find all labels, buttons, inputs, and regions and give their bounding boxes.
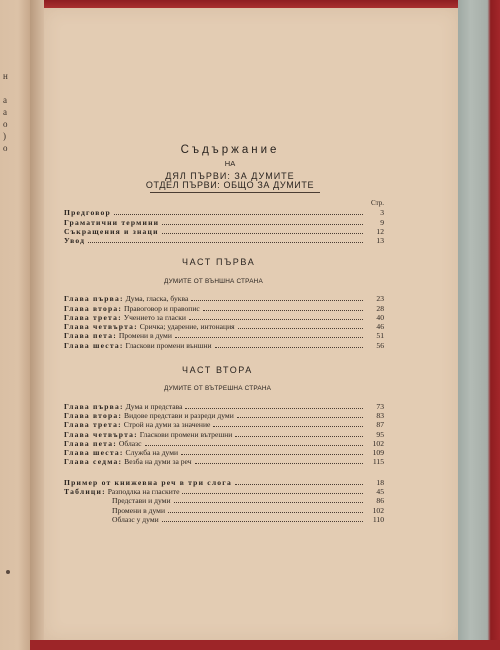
dot-leader bbox=[235, 430, 363, 437]
chapter-entry bbox=[64, 322, 384, 331]
chapter-title: Правоговор и правопис bbox=[124, 303, 200, 313]
chapter-entry bbox=[64, 402, 384, 411]
entry-page: 3 bbox=[380, 208, 384, 218]
chapter-prefix: Глава шеста: bbox=[64, 340, 124, 350]
book-gutter bbox=[30, 0, 44, 650]
dot-leader bbox=[182, 487, 363, 494]
table-page: 110 bbox=[372, 514, 384, 524]
dot-leader bbox=[174, 496, 363, 503]
dot-leader bbox=[213, 420, 363, 427]
cover-bottom-edge bbox=[30, 640, 500, 650]
chapter-prefix: Глава седма: bbox=[64, 457, 123, 467]
entry-page: 13 bbox=[376, 236, 384, 246]
chapter-title: Видове представи и разреди думи bbox=[124, 410, 234, 420]
appendix-entry bbox=[64, 506, 384, 515]
chapter-page: 46 bbox=[376, 322, 384, 332]
dot-leader bbox=[114, 208, 363, 215]
dot-leader bbox=[189, 313, 363, 320]
left-mark: ) bbox=[3, 131, 6, 141]
table-page: 86 bbox=[376, 496, 384, 506]
dot-leader bbox=[238, 322, 363, 329]
chapter-prefix: Глава първа: bbox=[64, 294, 124, 304]
left-mark bbox=[3, 82, 8, 94]
chapter-page: 56 bbox=[376, 340, 384, 350]
chapter-title: Гласкови промени външни bbox=[125, 340, 212, 350]
left-mark: о bbox=[3, 143, 8, 153]
chapter-entry bbox=[64, 420, 384, 429]
table-of-contents bbox=[64, 146, 384, 524]
table-label: Облазс у думи bbox=[112, 514, 159, 524]
table-page: 102 bbox=[372, 505, 384, 515]
chapter-page: 115 bbox=[372, 457, 384, 467]
appendix-entry bbox=[64, 496, 384, 505]
dot-leader bbox=[191, 294, 363, 301]
entry-page: 9 bbox=[380, 217, 384, 227]
chapter-title: Везба на думи за реч bbox=[124, 457, 192, 467]
dot-leader bbox=[162, 218, 363, 225]
chapter-page: 40 bbox=[376, 312, 384, 322]
entry-label: Съкращения и знаци bbox=[64, 227, 159, 237]
chapter-entry bbox=[64, 304, 384, 313]
dot-leader bbox=[162, 227, 363, 234]
book-cover-board bbox=[458, 0, 500, 650]
entry-label: Граматични термини bbox=[64, 217, 160, 227]
entry-label: Увод bbox=[64, 236, 86, 246]
table-label: Представи и думи bbox=[112, 496, 171, 506]
part1-chapter-list bbox=[64, 294, 384, 350]
left-page-marks bbox=[3, 70, 8, 154]
tables-prefix: Таблици: bbox=[64, 487, 106, 497]
dot-leader bbox=[181, 448, 363, 455]
dot-leader bbox=[203, 304, 363, 311]
chapter-title: Промени в думи bbox=[118, 331, 172, 341]
appendix-entry bbox=[64, 487, 384, 496]
chapter-page: 23 bbox=[376, 294, 384, 304]
chapter-page: 95 bbox=[376, 429, 384, 439]
dot-leader bbox=[145, 439, 363, 446]
paper-spot bbox=[6, 570, 10, 574]
intro-list bbox=[64, 208, 384, 245]
chapter-entry bbox=[64, 439, 384, 448]
chapter-title: Облазс bbox=[118, 438, 142, 448]
dot-leader bbox=[237, 411, 363, 418]
table-page: 45 bbox=[376, 487, 384, 497]
chapter-title: Гласкови промени вътрешни bbox=[139, 429, 233, 439]
chapter-entry bbox=[64, 430, 384, 439]
chapter-title: Дума, гласка, буква bbox=[125, 294, 189, 304]
chapter-page: 73 bbox=[376, 401, 384, 411]
chapter-entry bbox=[64, 411, 384, 420]
chapter-title: Дума и представа bbox=[125, 401, 183, 411]
appendix-page: 18 bbox=[376, 477, 384, 487]
chapter-prefix: Глава трета: bbox=[64, 312, 122, 322]
chapter-page: 102 bbox=[372, 438, 384, 448]
divider-rule bbox=[150, 192, 320, 193]
toc-entry bbox=[64, 208, 384, 217]
appendix-entry bbox=[64, 478, 384, 487]
chapter-prefix: Глава първа: bbox=[64, 401, 124, 411]
chapter-prefix: Глава шеста: bbox=[64, 448, 124, 458]
chapter-page: 28 bbox=[376, 303, 384, 313]
dot-leader bbox=[185, 402, 363, 409]
chapter-page: 87 bbox=[376, 420, 384, 430]
chapter-title: Строй на думи за значение bbox=[123, 420, 211, 430]
toc-part-title: ДЯЛ ПЪРВИ: ЗА ДУМИТЕ bbox=[165, 170, 295, 181]
dot-leader bbox=[168, 506, 363, 513]
appendix-entry bbox=[64, 515, 384, 524]
chapter-prefix: Глава четвърта: bbox=[64, 322, 138, 332]
chapter-prefix: Глава втора: bbox=[64, 410, 123, 420]
entry-label: Предговор bbox=[64, 208, 111, 218]
chapter-title: Учението за гласки bbox=[123, 312, 186, 322]
left-mark: а bbox=[3, 95, 7, 105]
chapter-entry bbox=[64, 341, 384, 350]
chapter-entry bbox=[64, 448, 384, 457]
chapter-entry bbox=[64, 313, 384, 322]
toc-entry bbox=[64, 218, 384, 227]
part1-title: ЧАСТ ПЪРВА bbox=[182, 256, 256, 267]
chapter-title: Служба на думи bbox=[125, 448, 179, 458]
left-page-edge bbox=[0, 0, 30, 650]
chapter-prefix: Глава трета: bbox=[64, 420, 122, 430]
entry-page: 12 bbox=[376, 227, 384, 237]
chapter-title: Сричка; ударение, интонация bbox=[139, 322, 235, 332]
appendix-label: Пример от книжевна реч в три слога bbox=[64, 477, 232, 487]
appendix-list bbox=[64, 478, 384, 524]
left-mark: а bbox=[3, 107, 7, 117]
chapter-prefix: Глава четвърта: bbox=[64, 429, 138, 439]
cover-top-edge bbox=[44, 0, 500, 8]
chapter-entry bbox=[64, 331, 384, 340]
part2-title: ЧАСТ ВТОРА bbox=[182, 365, 253, 376]
page-column-label: Стр. bbox=[371, 199, 384, 208]
chapter-entry bbox=[64, 457, 384, 466]
left-mark: н bbox=[3, 71, 8, 81]
dot-leader bbox=[88, 236, 363, 243]
toc-entry bbox=[64, 227, 384, 236]
chapter-prefix: Глава пета: bbox=[64, 331, 117, 341]
toc-entry bbox=[64, 236, 384, 245]
chapter-entry bbox=[64, 294, 384, 303]
part2-chapter-list bbox=[64, 402, 384, 467]
chapter-page: 109 bbox=[372, 448, 384, 458]
chapter-prefix: Глава втора: bbox=[64, 303, 123, 313]
toc-na: НА bbox=[224, 159, 236, 169]
toc-title: Съдържание bbox=[180, 144, 280, 156]
table-label: Промени в думи bbox=[112, 505, 166, 515]
left-mark: о bbox=[3, 119, 8, 129]
dot-leader bbox=[195, 457, 363, 464]
dot-leader bbox=[175, 331, 363, 338]
chapter-page: 83 bbox=[376, 410, 384, 420]
toc-section-title: ОТДЕЛ ПЪРВИ: ОБЩО ЗА ДУМИТЕ bbox=[145, 179, 315, 190]
part1-subtitle: ДУМИТЕ ОТ ВЪНШНА СТРАНА bbox=[164, 277, 263, 285]
chapter-page: 51 bbox=[376, 331, 384, 341]
table-label: Разподлка на гласките bbox=[107, 487, 180, 497]
dot-leader bbox=[215, 341, 363, 348]
part2-subtitle: ДУМИТЕ ОТ ВЪТРЕШНА СТРАНА bbox=[164, 385, 272, 393]
dot-leader bbox=[235, 478, 363, 485]
chapter-prefix: Глава пета: bbox=[64, 438, 117, 448]
dot-leader bbox=[162, 515, 363, 522]
